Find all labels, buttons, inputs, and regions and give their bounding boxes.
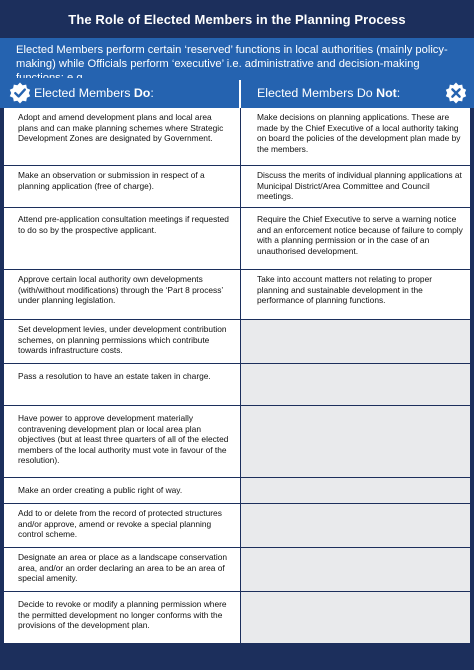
columns-header (0, 78, 474, 108)
do-cell: Make an observation or submission in respect of a planning application (free of charge). (4, 166, 240, 207)
dont-cell (241, 364, 470, 405)
table-row (4, 478, 470, 504)
dont-cell: Take into account matters not relating to proper planning and sustainable development in the performance of planning functions. (241, 270, 470, 319)
roles-table (4, 108, 470, 643)
table-row (4, 108, 470, 166)
table-row (4, 592, 470, 643)
dont-cell (241, 548, 470, 591)
column-header-do-suffix: : (150, 86, 154, 100)
do-cell: Decide to revoke or modify a planning permission where the permitted development no longer conforms with the provisions of the development plan. (4, 592, 240, 643)
dont-cell: Discuss the merits of individual planning applications at Municipal District/Area Committee and Council meetings. (241, 166, 470, 207)
do-cell: Approve certain local authority own developments (with/without modifications) through the ‘Part 8 process’ under planning legislation. (4, 270, 240, 319)
column-header-do (0, 78, 239, 108)
dont-cell (241, 504, 470, 547)
dont-cell (241, 320, 470, 363)
column-header-dont (241, 78, 474, 108)
column-header-do-prefix: Elected Members (34, 86, 134, 100)
dont-cell (241, 406, 470, 477)
table-row (4, 166, 470, 208)
table-row (4, 320, 470, 364)
table-row (4, 548, 470, 592)
do-cell: Attend pre-application consultation meetings if requested to do so by the prospective applicant. (4, 208, 240, 269)
table-row (4, 406, 470, 478)
cross-badge-icon (445, 82, 467, 104)
do-cell: Adopt and amend development plans and local area plans and can make planning schemes where Strategic Development Zones are designated by Government. (4, 108, 240, 165)
do-cell: Set development levies, under development contribution schemes, on planning permissions which contribute towards infrastructure costs. (4, 320, 240, 363)
dont-cell (241, 592, 470, 643)
table-row (4, 504, 470, 548)
dont-cell: Require the Chief Executive to serve a warning notice and an enforcement notice because of failure to comply with a planning permission or in the case of an unauthorised development. (241, 208, 470, 269)
table-row (4, 208, 470, 270)
column-header-dont-strong: Not (376, 86, 397, 100)
do-cell: Make an order creating a public right of way. (4, 478, 240, 503)
bottom-band (0, 643, 474, 670)
page-title: The Role of Elected Members in the Planning Process (0, 0, 474, 38)
table-row (4, 364, 470, 406)
do-cell: Have power to approve development materially contravening development plan or local area plan objectives (but at least three quarters of all of the elected members of the local authority must vote in favour of the resolution). (4, 406, 240, 477)
do-cell: Add to or delete from the record of protected structures and/or approve, amend or revoke a special planning control scheme. (4, 504, 240, 547)
dont-cell (241, 478, 470, 503)
column-header-dont-prefix: Elected Members Do (257, 86, 377, 100)
intro-text: Elected Members perform certain ‘reserved’ functions in local authorities (mainly policy-making) while Officials perform ‘executive’ i.e. administrative and decision-making (0, 38, 474, 78)
dont-cell: Make decisions on planning applications. These are made by the Chief Executive of a local authority taking on board the policies of the development plan made by the members. (241, 108, 470, 165)
column-header-dont-suffix: : (396, 86, 401, 100)
do-cell: Designate an area or place as a landscape conservation area, and/or an order declaring an area to be an area of special amenity. (4, 548, 240, 591)
column-divider (240, 108, 241, 643)
column-header-divider (239, 80, 241, 108)
column-header-do-strong: Do (133, 86, 151, 100)
table-row (4, 270, 470, 320)
do-cell: Pass a resolution to have an estate taken in charge. (4, 364, 240, 405)
